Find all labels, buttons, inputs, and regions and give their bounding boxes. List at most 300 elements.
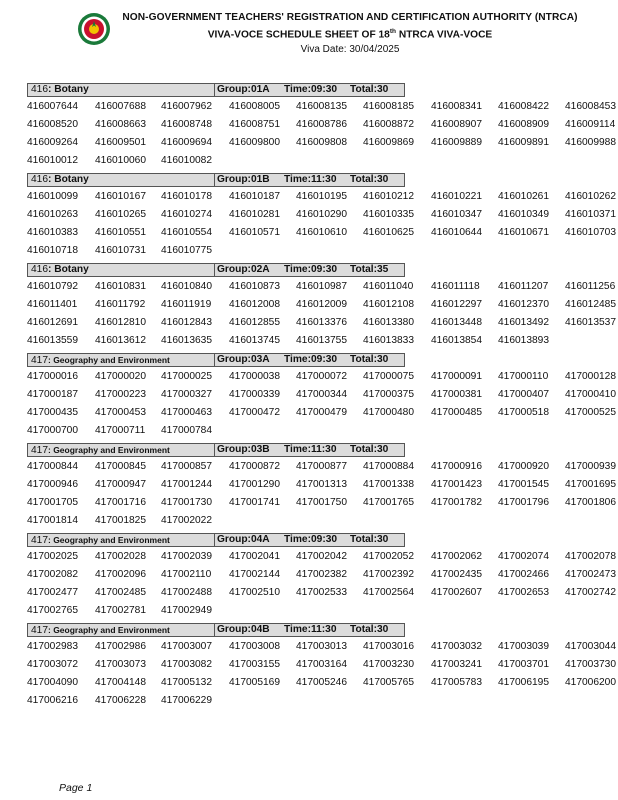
roll-number: 417000784 [161, 425, 212, 436]
roll-number: 417000110 [498, 371, 549, 382]
subject-name: : Geography and Environment [48, 445, 170, 455]
roll-number: 417000485 [431, 407, 482, 418]
roll-number: 416010987 [296, 281, 347, 292]
subject-label [31, 174, 89, 186]
roll-number: 416010644 [431, 227, 482, 238]
subject-name: : Botany [48, 174, 89, 185]
roll-row [27, 406, 616, 424]
schedule-section [27, 263, 616, 352]
viva-date: Viva Date: 30/04/2025 [300, 44, 400, 55]
time-field [284, 84, 337, 96]
roll-number: 416010671 [498, 227, 549, 238]
group-label: Group: [217, 84, 251, 95]
time-label: Time: [284, 444, 311, 455]
schedule-section [27, 83, 616, 172]
roll-number: 416010554 [161, 227, 212, 238]
schedule-section [27, 533, 616, 622]
roll-number: 417000479 [296, 407, 347, 418]
roll-number: 417005765 [363, 677, 414, 688]
roll-number: 416008135 [296, 101, 347, 112]
total-value: 30 [376, 174, 389, 185]
roll-number: 417000091 [431, 371, 482, 382]
roll-number: 417001814 [27, 515, 78, 526]
roll-number: 416010873 [229, 281, 280, 292]
subject-code: 416 [31, 84, 48, 95]
roll-number: 416010082 [161, 155, 212, 166]
roll-number: 417000025 [161, 371, 212, 382]
roll-number: 417001423 [431, 479, 482, 490]
roll-number: 417003032 [431, 641, 482, 652]
roll-row [27, 316, 616, 334]
subject-code: 416 [31, 264, 48, 275]
roll-number: 417000877 [296, 461, 347, 472]
time-field [284, 354, 337, 366]
roll-number: 416008751 [229, 119, 280, 130]
roll-number: 417003016 [363, 641, 414, 652]
group-field [217, 84, 270, 96]
roll-number: 417003007 [161, 641, 212, 652]
roll-number: 417000916 [431, 461, 482, 472]
roll-number: 417001338 [363, 479, 414, 490]
roll-row [27, 478, 616, 496]
roll-number: 416013537 [565, 317, 616, 328]
roll-number: 416010060 [95, 155, 146, 166]
roll-number: 417001730 [161, 497, 212, 508]
group-label: Group: [217, 624, 251, 635]
roll-number: 417005783 [431, 677, 482, 688]
roll-number: 416013380 [363, 317, 414, 328]
roll-number: 417000344 [296, 389, 347, 400]
roll-number: 417002435 [431, 569, 482, 580]
total-label: Total: [350, 84, 377, 95]
roll-number: 417000016 [27, 371, 78, 382]
subject-code: 416 [31, 174, 48, 185]
roll-row [27, 460, 616, 478]
roll-number: 417003008 [229, 641, 280, 652]
group-label: Group: [217, 354, 251, 365]
roll-number: 416011401 [27, 299, 78, 310]
roll-row [27, 568, 616, 586]
roll-number: 416011207 [498, 281, 549, 292]
roll-number: 417000410 [565, 389, 616, 400]
roll-number: 417002078 [565, 551, 616, 562]
roll-number: 417006228 [95, 695, 146, 706]
roll-number: 416010371 [565, 209, 616, 220]
roll-number: 417000845 [95, 461, 146, 472]
roll-number: 416009114 [565, 119, 616, 130]
roll-number: 417002564 [363, 587, 414, 598]
roll-row [27, 658, 616, 676]
total-value: 30 [376, 624, 389, 635]
roll-number-list [27, 370, 616, 442]
roll-number: 417002473 [565, 569, 616, 580]
roll-number: 416010840 [161, 281, 212, 292]
roll-number: 416007962 [161, 101, 212, 112]
roll-number: 416010775 [161, 245, 212, 256]
roll-number: 417002062 [431, 551, 482, 562]
roll-number: 417002607 [431, 587, 482, 598]
roll-number: 417001750 [296, 497, 347, 508]
roll-number: 417002781 [95, 605, 146, 616]
roll-number: 417003073 [95, 659, 146, 670]
roll-number: 417005169 [229, 677, 280, 688]
subject-name: : Geography and Environment [48, 535, 170, 545]
roll-number: 417000407 [498, 389, 549, 400]
roll-number: 417000518 [498, 407, 549, 418]
roll-number: 417000128 [565, 371, 616, 382]
roll-number: 417002653 [498, 587, 549, 598]
roll-number: 416008520 [27, 119, 78, 130]
group-value: 04B [250, 624, 270, 635]
roll-number: 416009891 [498, 137, 549, 148]
ntrca-logo [77, 12, 111, 46]
time-value: 09:30 [311, 534, 338, 545]
roll-number: 417000857 [161, 461, 212, 472]
roll-number: 417000947 [95, 479, 146, 490]
roll-number: 417004148 [95, 677, 146, 688]
roll-row [27, 154, 611, 172]
subject-code: 417 [31, 355, 48, 366]
group-field [217, 264, 270, 276]
roll-number: 416012297 [431, 299, 482, 310]
roll-number: 416010718 [27, 245, 78, 256]
roll-number: 417000711 [95, 425, 146, 436]
roll-number: 417002110 [161, 569, 212, 580]
roll-row [27, 334, 611, 352]
roll-number: 416010571 [229, 227, 280, 238]
roll-number: 416010167 [95, 191, 146, 202]
roll-number: 416012810 [95, 317, 146, 328]
roll-row [27, 694, 611, 712]
roll-number: 416009501 [95, 137, 146, 148]
roll-number: 416010792 [27, 281, 78, 292]
roll-number: 417002052 [363, 551, 414, 562]
roll-number: 417000872 [229, 461, 280, 472]
group-value: 03B [250, 444, 270, 455]
roll-number: 416013376 [296, 317, 347, 328]
roll-row [27, 208, 616, 226]
group-value: 02A [250, 264, 270, 275]
roll-number: 416009988 [565, 137, 616, 148]
roll-number: 416013893 [498, 335, 549, 346]
roll-number: 417002765 [27, 605, 78, 616]
roll-row [27, 118, 616, 136]
group-field [217, 624, 270, 636]
roll-number: 417001765 [363, 497, 414, 508]
roll-number: 416011919 [161, 299, 212, 310]
roll-number: 416012009 [296, 299, 347, 310]
roll-number: 417001695 [565, 479, 616, 490]
roll-row [27, 424, 611, 442]
roll-number: 417005246 [296, 677, 347, 688]
roll-number-list [27, 640, 616, 712]
page-number: Page 1 [59, 782, 93, 794]
roll-number: 416010290 [296, 209, 347, 220]
roll-number: 416010335 [363, 209, 414, 220]
subject-label [31, 444, 170, 457]
roll-number: 417000946 [27, 479, 78, 490]
group-value: 04A [250, 534, 270, 545]
roll-number: 417000472 [229, 407, 280, 418]
group-field [217, 354, 270, 366]
total-value: 35 [376, 264, 389, 275]
roll-number: 416010625 [363, 227, 414, 238]
total-value: 30 [376, 354, 389, 365]
roll-number: 416008872 [363, 119, 414, 130]
time-label: Time: [284, 174, 311, 185]
roll-number: 417000223 [95, 389, 146, 400]
roll-number: 417001705 [27, 497, 78, 508]
time-field [284, 624, 337, 636]
roll-number: 416008748 [161, 119, 212, 130]
roll-number: 417000187 [27, 389, 78, 400]
section-header-bar [27, 443, 611, 457]
schedule-section [27, 353, 616, 442]
roll-number: 416010265 [95, 209, 146, 220]
subject-code: 417 [31, 445, 48, 456]
total-label: Total: [350, 354, 377, 365]
roll-number: 416011256 [565, 281, 616, 292]
roll-number: 416011040 [363, 281, 414, 292]
roll-number: 416012370 [498, 299, 549, 310]
section-header-bar [27, 533, 611, 547]
roll-row [27, 100, 616, 118]
roll-number: 417001825 [95, 515, 146, 526]
group-field [217, 174, 270, 186]
roll-number: 416013448 [431, 317, 482, 328]
subject-name: : Geography and Environment [48, 625, 170, 635]
roll-number: 417002477 [27, 587, 78, 598]
roll-row [27, 604, 611, 622]
roll-number: 416010551 [95, 227, 146, 238]
roll-row [27, 676, 616, 694]
time-value: 09:30 [311, 354, 338, 365]
roll-number: 416010212 [363, 191, 414, 202]
roll-number: 416012485 [565, 299, 616, 310]
roll-number: 417003082 [161, 659, 212, 670]
roll-number: 416008005 [229, 101, 280, 112]
roll-number: 416010274 [161, 209, 212, 220]
roll-number: 417003044 [565, 641, 616, 652]
roll-number: 416009694 [161, 137, 212, 148]
roll-number: 417002144 [229, 569, 280, 580]
group-label: Group: [217, 264, 251, 275]
roll-row [27, 550, 616, 568]
time-field [284, 174, 337, 186]
total-label: Total: [350, 174, 377, 185]
roll-number: 416010261 [498, 191, 549, 202]
roll-number: 417002533 [296, 587, 347, 598]
roll-number: 416013492 [498, 317, 549, 328]
roll-number: 416013635 [161, 335, 212, 346]
roll-number-list [27, 460, 616, 532]
time-label: Time: [284, 264, 311, 275]
roll-number: 416010178 [161, 191, 212, 202]
roll-number: 417001806 [565, 497, 616, 508]
roll-row [27, 190, 616, 208]
roll-number: 416008341 [431, 101, 482, 112]
roll-number: 417002025 [27, 551, 78, 562]
roll-number: 417002074 [498, 551, 549, 562]
roll-row [27, 586, 616, 604]
total-value: 30 [376, 534, 389, 545]
time-value: 11:30 [311, 444, 337, 455]
roll-number: 417004090 [27, 677, 78, 688]
time-value: 11:30 [311, 174, 337, 185]
time-label: Time: [284, 354, 311, 365]
roll-number: 417003039 [498, 641, 549, 652]
roll-number: 416012855 [229, 317, 280, 328]
roll-number: 417000920 [498, 461, 549, 472]
roll-number: 416010349 [498, 209, 549, 220]
roll-row [27, 370, 616, 388]
roll-number: 417002382 [296, 569, 347, 580]
roll-number: 416013745 [229, 335, 280, 346]
roll-number: 416010281 [229, 209, 280, 220]
total-field [350, 624, 388, 636]
total-field [350, 354, 388, 366]
roll-number: 417006229 [161, 695, 212, 706]
roll-number: 417002028 [95, 551, 146, 562]
roll-number: 416007644 [27, 101, 78, 112]
roll-row [27, 136, 616, 154]
roll-number: 417002042 [296, 551, 347, 562]
group-label: Group: [217, 444, 251, 455]
roll-number: 416009800 [229, 137, 280, 148]
roll-row [27, 298, 616, 316]
roll-number: 417000375 [363, 389, 414, 400]
total-label: Total: [350, 624, 377, 635]
roll-number: 416010383 [27, 227, 78, 238]
roll-number: 416010012 [27, 155, 78, 166]
roll-number: 417003164 [296, 659, 347, 670]
subject-name: : Botany [48, 264, 89, 275]
subject-name: : Botany [48, 84, 89, 95]
roll-number: 416013612 [95, 335, 146, 346]
time-label: Time: [284, 84, 311, 95]
roll-number: 417001796 [498, 497, 549, 508]
roll-number: 417000884 [363, 461, 414, 472]
roll-number: 416008786 [296, 119, 347, 130]
roll-number: 417000327 [161, 389, 212, 400]
roll-number: 417000020 [95, 371, 146, 382]
time-label: Time: [284, 624, 311, 635]
section-header-bar [27, 353, 611, 367]
roll-number: 417006195 [498, 677, 549, 688]
roll-number: 417000339 [229, 389, 280, 400]
roll-number: 416011118 [431, 281, 480, 292]
roll-number: 416009869 [363, 137, 414, 148]
roll-number: 417000038 [229, 371, 280, 382]
time-field [284, 444, 337, 456]
roll-number: 417003072 [27, 659, 78, 670]
total-value: 30 [376, 444, 389, 455]
subject-code: 417 [31, 535, 48, 546]
roll-number: 417002022 [161, 515, 212, 526]
roll-number: 417002986 [95, 641, 146, 652]
roll-number: 417000435 [27, 407, 78, 418]
roll-row [27, 496, 616, 514]
section-header-bar [27, 173, 611, 187]
roll-number: 416010731 [95, 245, 146, 256]
roll-number: 416010221 [431, 191, 482, 202]
total-label: Total: [350, 264, 377, 275]
section-header-bar [27, 83, 611, 97]
roll-number: 417000480 [363, 407, 414, 418]
schedule-section [27, 623, 616, 712]
roll-number: 416009889 [431, 137, 482, 148]
roll-number: 417000463 [161, 407, 212, 418]
total-field [350, 534, 388, 546]
roll-row [27, 226, 616, 244]
roll-number: 416010347 [431, 209, 482, 220]
roll-number-list [27, 280, 616, 352]
roll-number: 417002485 [95, 587, 146, 598]
roll-number: 416008453 [565, 101, 616, 112]
header-subtitle: VIVA-VOCE SCHEDULE SHEET OF 18th NTRCA VIVA-VOCE [207, 28, 493, 41]
roll-number: 416011792 [95, 299, 146, 310]
roll-number: 416010195 [296, 191, 347, 202]
roll-number: 417001545 [498, 479, 549, 490]
total-value: 30 [376, 84, 389, 95]
roll-number: 417003241 [431, 659, 482, 670]
total-label: Total: [350, 444, 377, 455]
roll-number: 416013854 [431, 335, 482, 346]
total-field [350, 264, 388, 276]
subject-label [31, 264, 89, 276]
roll-number: 417000700 [27, 425, 78, 436]
roll-row [27, 244, 611, 262]
roll-row [27, 640, 616, 658]
roll-number: 417001244 [161, 479, 212, 490]
roll-number: 417001716 [95, 497, 146, 508]
time-value: 11:30 [311, 624, 337, 635]
group-field [217, 534, 270, 546]
schedule-section [27, 443, 616, 532]
roll-number: 416013833 [363, 335, 414, 346]
time-value: 09:30 [311, 264, 338, 275]
section-header-bar [27, 623, 611, 637]
group-value: 01B [250, 174, 270, 185]
roll-row [27, 280, 616, 298]
roll-number: 417000939 [565, 461, 616, 472]
total-field [350, 84, 388, 96]
roll-number: 416010610 [296, 227, 347, 238]
roll-number: 417002096 [95, 569, 146, 580]
roll-number: 417000453 [95, 407, 146, 418]
roll-number: 416008909 [498, 119, 549, 130]
time-field [284, 264, 337, 276]
roll-number: 417002466 [498, 569, 549, 580]
roll-number: 416010263 [27, 209, 78, 220]
roll-number: 416010099 [27, 191, 78, 202]
roll-number: 416008663 [95, 119, 146, 130]
group-label: Group: [217, 174, 251, 185]
roll-number: 417002488 [161, 587, 212, 598]
time-field [284, 534, 337, 546]
total-field [350, 174, 388, 186]
subject-code: 417 [31, 625, 48, 636]
header-title: NON-GOVERNMENT TEACHERS' REGISTRATION AND CERTIFICATION AUTHORITY (NTRCA) [122, 12, 578, 23]
roll-number: 417001313 [296, 479, 347, 490]
group-field [217, 444, 270, 456]
roll-number: 417003701 [498, 659, 549, 670]
roll-number: 416010187 [229, 191, 280, 202]
roll-number: 416009808 [296, 137, 347, 148]
group-value: 03A [250, 354, 270, 365]
section-header-bar [27, 263, 611, 277]
roll-number: 417002041 [229, 551, 280, 562]
